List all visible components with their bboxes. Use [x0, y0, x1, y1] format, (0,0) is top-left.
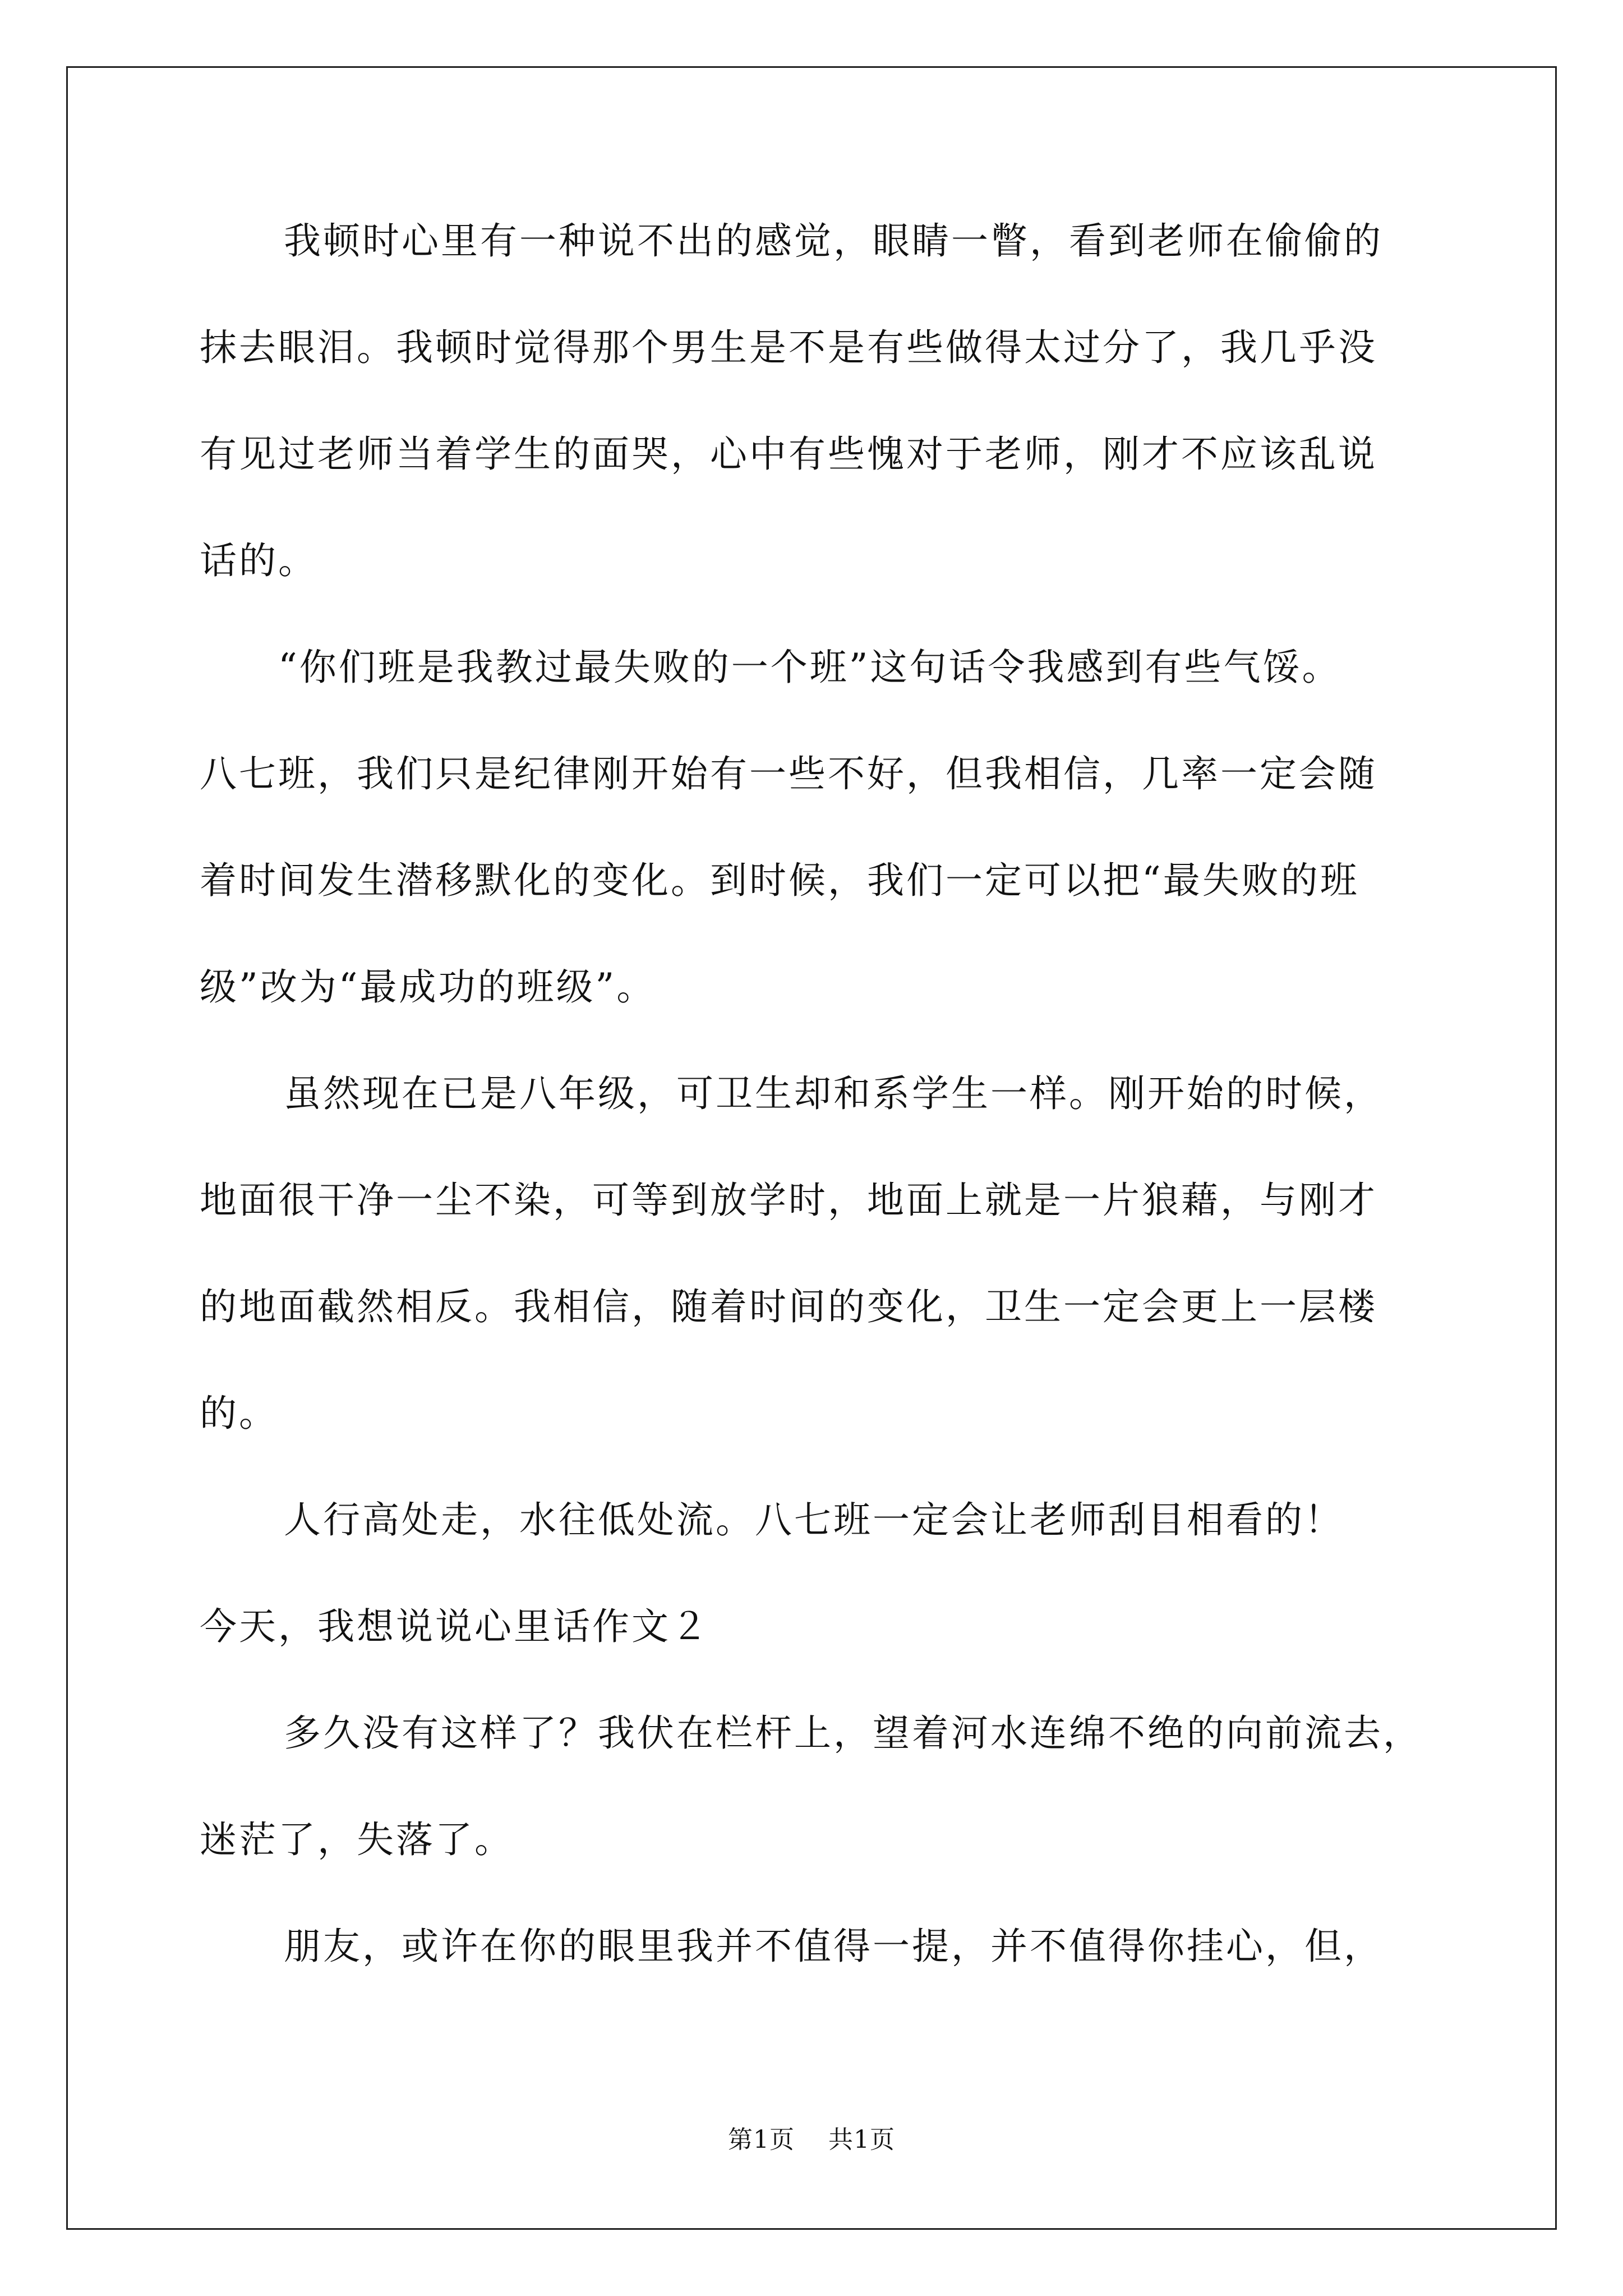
- text-line-5: “你们班是我教过最失败的一个班”这句话令我感到有些气馁。: [278, 646, 1341, 689]
- text-line-17: 朋友，或许在你的眼里我并不值得一提，并不值得你挂心，但，: [284, 1925, 1383, 1968]
- page-number-current: 第1页: [728, 2125, 795, 2154]
- page-footer: [0, 2119, 1623, 2155]
- section-heading: 今天，我想说说心里话作文２: [200, 1605, 710, 1648]
- text-line-6: 八七班，我们只是纪律刚开始有一些不好，但我相信，几率一定会随: [200, 752, 1377, 795]
- text-line-16: 迷茫了，失落了。: [200, 1818, 514, 1861]
- text-line-12: 的。: [200, 1392, 278, 1435]
- text-line-3: 有见过老师当着学生的面哭，心中有些愧对于老师，刚才不应该乱说: [200, 432, 1377, 476]
- text-line-13: 人行高处走，水往低处流。八七班一定会让老师刮目相看的！: [284, 1498, 1344, 1542]
- text-line-10: 地面很干净一尘不染，可等到放学时，地面上就是一片狼藉，与刚才: [200, 1179, 1377, 1222]
- text-line-7: 着时间发生潜移默化的变化。到时候，我们一定可以把“最失败的班: [200, 859, 1359, 902]
- text-line-9: 虽然现在已是八年级，可卫生却和系学生一样。刚开始的时候，: [284, 1072, 1383, 1115]
- text-line-8: 级”改为“最成功的班级”。: [200, 965, 656, 1009]
- text-line-1: 我顿时心里有一种说不出的感觉，眼睛一瞥，看到老师在偷偷的: [284, 219, 1383, 263]
- text-line-15: 多久没有这样了？我伏在栏杆上，望着河水连绵不绝的向前流去，: [284, 1711, 1422, 1755]
- page-number-total: 共1页: [828, 2125, 895, 2154]
- text-line-4: 话的。: [200, 539, 317, 582]
- text-line-2: 抹去眼泪。我顿时觉得那个男生是不是有些做得太过分了，我几乎没: [200, 326, 1377, 369]
- text-line-11: 的地面截然相反。我相信，随着时间的变化，卫生一定会更上一层楼: [200, 1285, 1377, 1328]
- document-body: [200, 208, 1450, 2019]
